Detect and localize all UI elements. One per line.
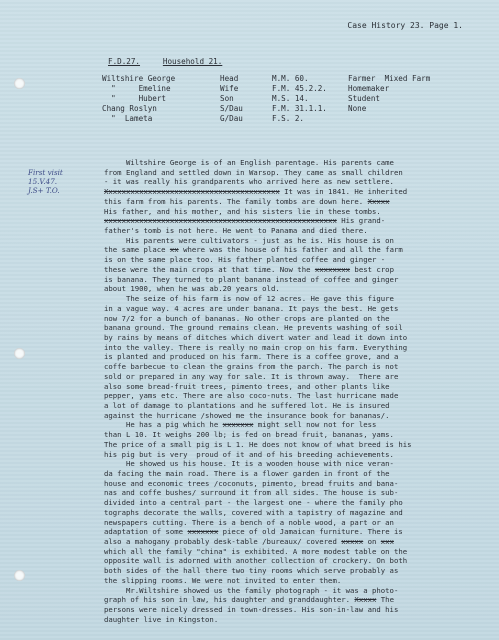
narrative-line: which all the family "china" is exhibited. A more modest table on the — [104, 546, 408, 556]
member-age: M.M. 60. — [272, 74, 309, 83]
narrative-line: a lot of damage to plantations and he suffered lot. He is insured — [104, 400, 390, 410]
member-name: " Lameta — [102, 114, 153, 123]
narrative-line: He has a pig which he xxxxxxx might sell now not for less — [104, 420, 377, 430]
struck-out-text: xxxxxxxxxxxxxxxxxxxxxxxxxxxxxxxxxxxxxxxxxxxxxxxxxxxxx — [104, 216, 337, 226]
page-header: Case History 23. Page 1. — [347, 21, 463, 30]
member-occupation: None — [348, 104, 367, 113]
narrative-line: also a mahogany probably desk-table /bureaux/ covered xxxxx on xxx — [104, 537, 394, 547]
narrative-line: by rains by means of ditches which divert water and lead it down into — [104, 332, 408, 342]
narrative-line: The seize of his farm is now of 12 acres. He gave this figure — [104, 294, 394, 304]
member-age: F.S. 2. — [272, 114, 305, 123]
struck-out-text: xxxxxxx — [187, 527, 219, 537]
narrative-line: pepper, yams etc. There are also coco-nuts. The last hurricane made — [104, 391, 399, 401]
member-occupation: Homemaker — [348, 84, 390, 93]
narrative-line: opposite wall is adorned with another collection of crockery. On both — [104, 556, 408, 566]
struck-out-text: xxx — [380, 537, 394, 547]
punch-hole — [14, 78, 25, 89]
narrative-line: Wiltshire George is of an English parentage. His parents came — [104, 158, 394, 167]
struck-out-text: xx — [169, 245, 179, 255]
handwritten-visit-note — [28, 168, 108, 195]
narrative-line: the same place xx where was the house of his father and all the farm — [104, 245, 403, 255]
member-name: Wiltshire George — [102, 74, 176, 83]
member-name: " Emeline — [102, 84, 171, 93]
member-age: F.M. 45.2.2. — [272, 84, 327, 93]
narrative-line: Xxxxxxxxxxxxxxxxxxxxxxxxxxxxxxxxxxxxxxxx It was in 1841. He inherited — [104, 187, 408, 197]
narrative-line: daughter live in Kingston. — [104, 614, 219, 624]
narrative-line: persons were nicely dressed in town-dresses. His son-in-law and his — [104, 605, 399, 615]
narrative-line: his pig but is very proud of it and of his breeding achievements. — [104, 449, 394, 459]
narrative-line: house and economic trees /coconuts, pimento, bread fruits and bana- — [104, 478, 399, 488]
household-number: Household 21. — [162, 57, 223, 66]
narrative-line: this farm from his parents. The family tombs are down here. Xxxxx — [104, 196, 390, 206]
visit-note-line: 15.V.47. — [28, 177, 58, 186]
struck-out-text: Xxxxxxxxxxxxxxxxxxxxxxxxxxxxxxxxxxxxxxxx — [104, 187, 280, 197]
visit-note-line: First visit — [28, 168, 63, 177]
household-reference — [108, 58, 222, 66]
narrative-line: now 7/2 for a bunch of bananas. No other crops are planted on the — [104, 313, 390, 323]
member-name: Chang Roslyn — [102, 104, 157, 113]
narrative-line: father's tomb is not here. He went to Panama and died there. — [104, 226, 368, 236]
narrative-line: against the hurricane /showed me the insurance book for bananas/. — [104, 410, 390, 420]
narrative-line: is banana. They turned to plant banana instead of coffee and ginger — [104, 274, 399, 284]
narrative-line: graph of his son in law, his daughter and granddaughter. Xxxxx The — [104, 595, 394, 605]
member-relation: Wife — [220, 84, 239, 93]
narrative-line: tographs decorate the walls, covered with a tapistry of magazine and — [104, 507, 403, 517]
member-age: F.M. 31.1.1. — [272, 104, 327, 113]
member-relation: Son — [220, 94, 234, 103]
narrative-line: about 1900, when he was ab.20 years old. — [104, 284, 280, 294]
narrative-line: - it was really his grandparents who arrived here as new settlere. — [104, 177, 394, 187]
narrative-line: into the valley. There is really no main crop on his farm. Everything — [104, 342, 408, 352]
narrative-line: newspapers cutting. There is a bench of a noble wood, a part or an — [104, 517, 394, 527]
case-narrative — [104, 158, 476, 625]
narrative-line: the slipping rooms. We were not invited to enter them. — [104, 575, 342, 585]
narrative-line: these were the main crops at that time. Now the xxxxxxxx best crop — [104, 264, 394, 274]
narrative-line: He showed us his house. It is a wooden house with nice veran- — [104, 459, 394, 469]
narrative-line: da facing the main road. There is a flower garden in front of the — [104, 469, 390, 478]
member-occupation: Farmer Mixed Farm — [348, 74, 431, 83]
struck-out-text: xxxxx — [341, 537, 364, 547]
narrative-line: sold or prepared in any way for sale. It is thrown away. There are — [104, 371, 399, 381]
narrative-line: is planted and produced on his farm. There is a coffee grove, and a — [104, 352, 399, 362]
narrative-line: His father, and his mother, and his sisters lie in these tombs. — [104, 206, 381, 216]
struck-out-text: Xxxxx — [354, 595, 377, 605]
narrative-line: adaptation of some xxxxxxx piece of old Jamaican furniture. There is — [104, 527, 403, 537]
narrative-line: coffe barbecue to clean the grains from the parch. The parch is not — [104, 362, 399, 372]
struck-out-text: Xxxxx — [367, 196, 390, 206]
member-relation: G/Dau — [220, 114, 243, 123]
narrative-line: also some bread-fruit trees, pimento trees, and other plants like — [104, 381, 390, 391]
narrative-line: nas and coffe bushes/ surround it from all sides. The house is sub- — [104, 488, 399, 498]
narrative-line: in a vague way. 4 acres are under banana. It pays the best. He gets — [104, 303, 399, 313]
narrative-line: banana ground. The ground remains clean. He prevents washing of soil — [104, 323, 403, 333]
narrative-line: Mr.Wiltshire showed us the family photograph - it was a photo- — [104, 585, 399, 595]
member-name: " Hubert — [102, 94, 167, 103]
member-age: M.S. 14. — [272, 94, 309, 103]
punch-hole — [14, 570, 25, 581]
narrative-line: is on the same place too. His father planted coffee and ginger - — [104, 255, 386, 265]
punch-hole — [14, 348, 25, 359]
narrative-line: than L 10. It weighs 200 lb; is fed on bread fruit, bananas, yams. — [104, 430, 394, 440]
narrative-line: both sides of the hall there two tiny rooms which serve probably as — [104, 566, 399, 576]
ref-code: F.D.27. — [108, 57, 141, 66]
narrative-line: divided into a central part - the largest one - where the family pho — [104, 498, 403, 508]
member-relation: S/Dau — [220, 104, 243, 113]
member-relation: Head — [220, 74, 239, 83]
struck-out-text: xxxxxxxx — [314, 264, 351, 274]
narrative-line: xxxxxxxxxxxxxxxxxxxxxxxxxxxxxxxxxxxxxxxxxxxxxxxxxxxxx His grand- — [104, 216, 386, 226]
struck-out-text: xxxxxxx — [222, 420, 254, 430]
narrative-line: The price of a small pig is L 1. He does not know of what breed is his — [104, 439, 412, 449]
narrative-line: His parents were cultivators - just as he is. His house is on — [104, 235, 394, 245]
narrative-line: from England and settled down in Warsop. They came as small children — [104, 167, 403, 177]
visit-note-line: J.S+ T.O. — [28, 186, 60, 195]
member-occupation: Student — [348, 94, 381, 103]
